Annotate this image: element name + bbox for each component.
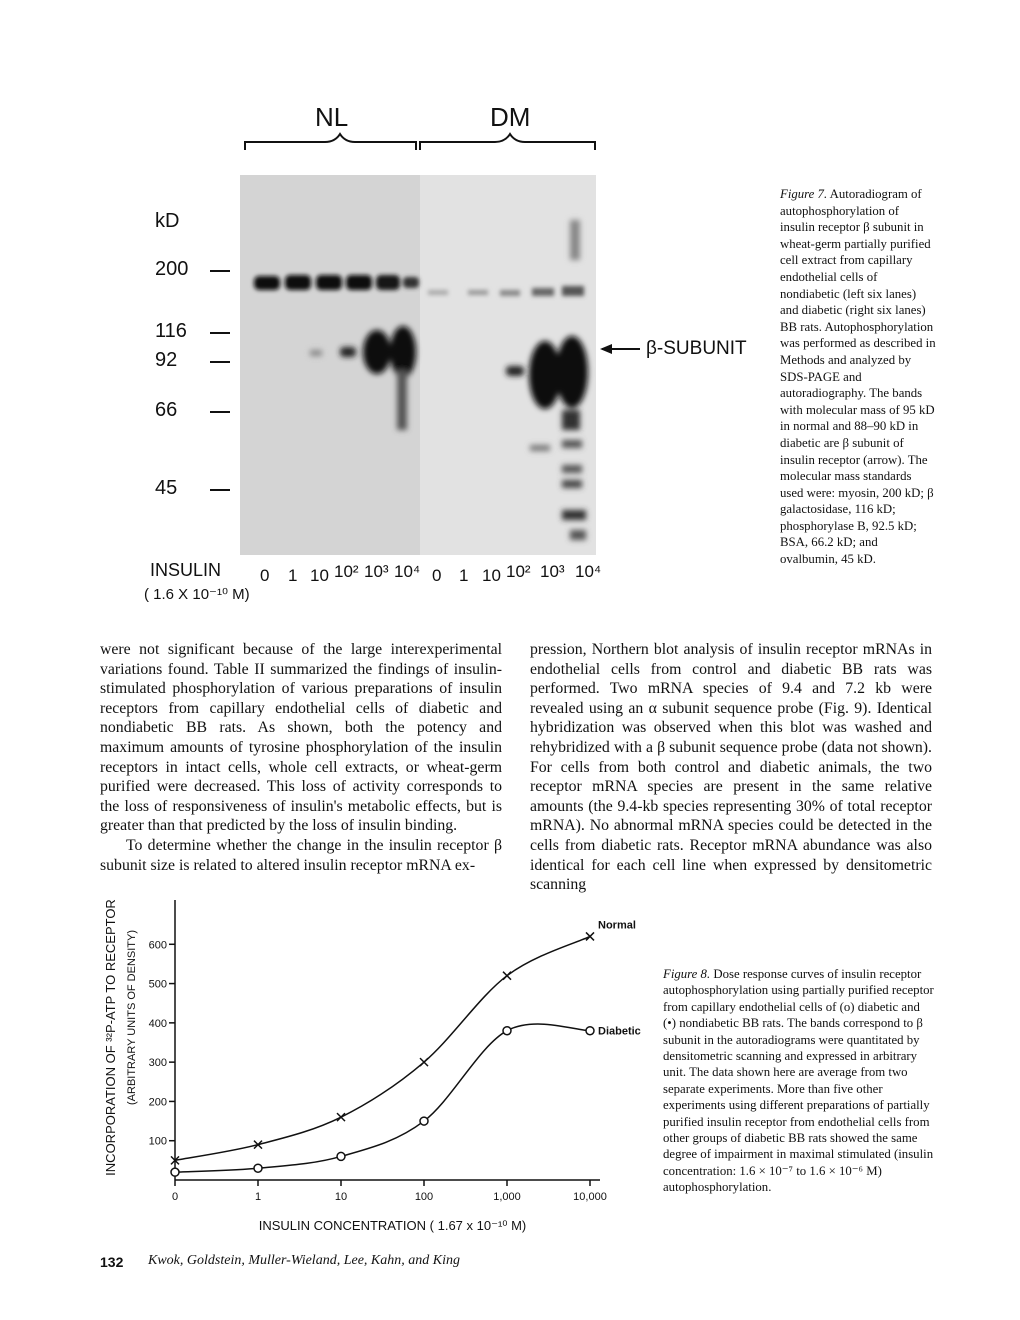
lane-label-nl-5: 10⁴ — [394, 562, 421, 581]
body-left-column — [100, 640, 502, 875]
body-left-paragraph-1: were not significant because of the large interexperimental variations found. Table II summarized the findings of insulin-stimulated phosphorylation of various preparations of insulin receptors from capillary endothelial cells of diabetic and nondiabetic BB rats. As shown, both the potency and maximum amounts of tyrosine phosphorylation of the insulin receptors in intact cells, whole cell extracts, or wheat-germ purified were decreased. This loss of activity corresponds to the loss of responsiveness of insulin's metabolic effects, but is greater than that predicted by the loss of insulin binding. — [100, 641, 502, 835]
nl-bracket — [245, 134, 416, 150]
x-axis-label: INSULIN CONCENTRATION ( 1.67 x 10⁻¹⁰ M) — [258, 1218, 527, 1233]
body-right-column — [530, 640, 932, 895]
insulin-axis-label: INSULIN — [150, 560, 222, 580]
point-diabetic-0 — [171, 1168, 179, 1176]
y-tick-label-100: 100 — [148, 1135, 167, 1148]
y-tick-label-200: 200 — [148, 1096, 167, 1109]
marker-ticks — [210, 271, 230, 490]
point-normal-3 — [420, 1058, 428, 1066]
marker-92: 92 — [155, 349, 178, 371]
x-tick-label-3: 100 — [414, 1191, 434, 1203]
marker-45: 45 — [155, 477, 178, 499]
lane-label-dm-4: 10³ — [540, 562, 565, 581]
insulin-axis-units: ( 1.6 X 10⁻¹⁰ M) — [144, 586, 250, 603]
point-normal-4 — [503, 972, 511, 980]
point-diabetic-2 — [337, 1152, 345, 1160]
lane-label-nl-0: 0 — [260, 566, 270, 585]
y-tick-label-400: 400 — [148, 1017, 167, 1030]
figure-7-caption-text: Autoradiogram of autophosphorylation of insulin receptor β subunit in wheat-germ partially purified cell extract from capillary endothelial cells of nondiabetic (left six lanes) and diabetic (right six lanes) BB rats. Autophosphorylation was performed as described in Methods and analyzed by SDS-PAGE and autoradiography. The bands with molecular mass of 95 kD in normal and 88–90 kD in diabetic are β subunit of insulin receptor (arrow). The molecular mass standards used were: myosin, 200 kD; β galactosidase, 116 kD; phosphorylase B, 92.5 kD; BSA, 66.2 kD; and ovalbumin, 45 kD. — [780, 187, 936, 567]
lane-label-nl-2: 10 — [310, 566, 329, 585]
lane-label-nl-4: 10³ — [364, 562, 389, 581]
lane-label-dm-2: 10 — [482, 566, 501, 585]
point-normal-5 — [586, 932, 594, 940]
lane-label-nl-1: 1 — [288, 566, 298, 585]
point-diabetic-4 — [503, 1027, 511, 1035]
y-tick-label-300: 300 — [148, 1057, 167, 1070]
running-authors: Kwok, Goldstein, Muller-Wieland, Lee, Kahn, and King — [148, 1253, 460, 1268]
dm-label: DM — [490, 102, 531, 132]
body-right-paragraph-1: pression, Northern blot analysis of insulin receptor mRNAs in endothelial cells from control and diabetic BB rats was performed. Two mRNA species of 9.4 and 7.2 kb were revealed using an α subunit sequence probe (Fig. 9). Identical hybridization was observed when this blot was washed and rehybridized with a β subunit sequence probe (data not shown). For cells from both control and diabetic animals, the two receptor mRNA species are present in the same relative amounts (the 9.4-kb species representing 30% of total receptor mRNA). No abnormal mRNA species could be detected in the cells from diabetic rats. Receptor mRNA abundance was also identical for each cell line when expressed by densitometric scanning — [530, 641, 932, 894]
x-tick-label-1: 1 — [254, 1191, 262, 1203]
lane-label-dm-1: 1 — [459, 566, 469, 585]
x-tick-label-0: 0 — [171, 1191, 179, 1203]
point-diabetic-1 — [254, 1164, 262, 1172]
series-label-normal: Normal — [598, 919, 636, 932]
figure-7-graphic — [150, 100, 770, 620]
marker-66: 66 — [155, 399, 178, 421]
figure-7-caption — [780, 186, 936, 568]
figure-8-caption-text: Dose response curves of insulin receptor autophosphorylation using partially purified receptor from capillary endothelial cells of (o) diabetic and (•) nondiabetic BB rats. The bands correspond to β subunit in the autoradiograms were quantitated by densitometric scanning and expressed in arbitrary unit. The data shown here are average from two separate experiments. More than five other experiments using different preparations of partially purified insulin receptor from endothelial cells from other groups of diabetic BB rats showed the same degree of impairment in maximal stimulated (insulin concentration: 1.6 × 10⁻⁷ to 1.6 × 10⁻⁶ M) autophosphorylation. — [663, 967, 934, 1195]
y-tick-label-500: 500 — [148, 978, 167, 991]
body-left-paragraph-2: To determine whether the change in the insulin receptor β subunit size is related to altered insulin receptor mRNA ex- — [100, 836, 502, 874]
figure-8-chart — [90, 880, 650, 1240]
y-axis-label: INCORPORATION OF ³²P-ATP TO RECEPTOR — [103, 899, 118, 1176]
figure-8-caption — [663, 966, 935, 1196]
figure-8-caption-label: Figure 8. — [663, 967, 711, 981]
x-tick-label-4: 1,000 — [493, 1191, 521, 1203]
figure-7 — [144, 100, 770, 620]
page-number: 132 — [100, 1254, 124, 1270]
marker-200: 200 — [155, 258, 189, 280]
lane-label-dm-3: 10² — [506, 562, 531, 581]
x-tick-label-2: 10 — [334, 1191, 348, 1203]
marker-116: 116 — [155, 320, 187, 342]
y-tick-label-600: 600 — [148, 939, 167, 952]
figure-7-caption-label: Figure 7. — [780, 187, 828, 201]
beta-subunit-label: β-SUBUNIT — [646, 338, 747, 359]
lane-label-nl-3: 10² — [334, 562, 359, 581]
point-diabetic-3 — [420, 1117, 428, 1125]
lane-label-dm-5: 10⁴ — [575, 562, 602, 581]
y-axis-units-label: (ARBITRARY UNITS OF DENSITY) — [126, 929, 138, 1106]
chart-text — [103, 899, 641, 1233]
x-tick-label-5: 10,000 — [573, 1191, 607, 1203]
dm-bracket — [420, 134, 595, 150]
lane-label-dm-0: 0 — [432, 566, 442, 585]
kd-unit-label: kD — [155, 210, 180, 232]
chart-curves — [175, 936, 590, 1172]
chart-marks — [171, 932, 594, 1176]
series-line-normal — [175, 936, 590, 1160]
point-normal-2 — [337, 1113, 345, 1121]
nl-label: NL — [315, 102, 349, 132]
point-diabetic-5 — [586, 1027, 594, 1035]
beta-subunit-arrow — [600, 344, 640, 354]
series-label-diabetic: Diabetic — [598, 1025, 641, 1038]
